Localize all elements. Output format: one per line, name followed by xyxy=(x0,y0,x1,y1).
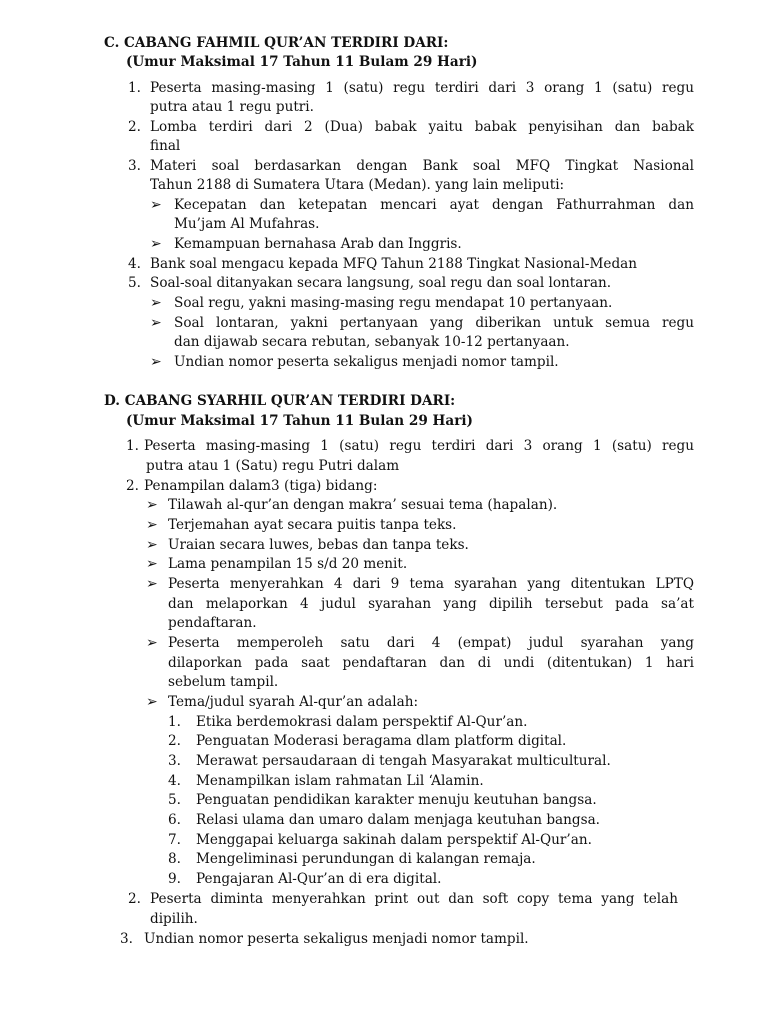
c-item-4-line-1: Bank soal mengacu kepada MFQ Tahun 2188 Tingkat Nasional-Medan xyxy=(150,256,638,272)
theme-8-number: 8. xyxy=(168,851,181,867)
theme-5-number: 5. xyxy=(168,792,181,808)
d-bullet-5-line-1: Peserta menyerahkan 4 dari 9 tema syarahan yang ditentukan LPTQ xyxy=(168,576,694,592)
theme-7-number: 7. xyxy=(168,832,181,848)
bullet-arrow-icon: ➢ xyxy=(150,315,162,331)
d-bullet-1: Tilawah al-qur’an dengan makra’ sesuai tema (hapalan). xyxy=(168,497,558,513)
c-item-5-line-1: Soal-soal ditanyakan secara langsung, soal regu dan soal lontaran. xyxy=(150,275,612,291)
c-item-5-bullet-2-line-2: dan dijawab secara rebutan, sebanyak 10-12 pertanyaan. xyxy=(174,334,570,350)
bullet-arrow-icon: ➢ xyxy=(146,537,158,553)
theme-7-text: Menggapai keluarga sakinah dalam perspektif Al-Qur’an. xyxy=(196,832,592,848)
d-item-2-text: Penampilan dalam3 (tiga) bidang: xyxy=(144,478,378,494)
d-bullet-2: Terjemahan ayat secara puitis tanpa teks. xyxy=(168,517,457,533)
section-d-subheading: (Umur Maksimal 17 Tahun 11 Bulan 29 Hari) xyxy=(126,413,473,429)
c-item-3-number: 3. xyxy=(128,158,141,174)
bullet-arrow-icon: ➢ xyxy=(146,497,158,513)
d-bullet-4: Lama penampilan 15 s/d 20 menit. xyxy=(168,556,408,572)
c-item-1-line-1: Peserta masing-masing 1 (satu) regu terdiri dari 3 orang 1 (satu) regu xyxy=(150,80,694,96)
d-item-1-line-1: Peserta masing-masing 1 (satu) regu terdiri dari 3 orang 1 (satu) regu xyxy=(144,438,694,454)
theme-8-text: Mengeliminasi perundungan di kalangan remaja. xyxy=(196,851,536,867)
c-item-1-line-2: putra atau 1 regu putri. xyxy=(150,99,314,115)
d-item-1-line-2: putra atau 1 (Satu) regu Putri dalam xyxy=(146,458,400,474)
section-c-heading: C. CABANG FAHMIL QUR’AN TERDIRI DARI: xyxy=(104,35,449,51)
d-bullet-6-line-2: dilaporkan pada saat pendaftaran dan di undi (ditentukan) 1 hari xyxy=(168,655,694,671)
theme-3-text: Merawat persaudaraan di tengah Masyarakat multicultural. xyxy=(196,753,611,769)
theme-4-text: Menampilkan islam rahmatan Lil ‘Alamin. xyxy=(196,773,484,789)
bullet-arrow-icon: ➢ xyxy=(150,354,162,370)
d-item-3-line-1: Peserta diminta menyerahkan print out dan soft copy tema yang telah xyxy=(150,891,678,907)
bullet-arrow-icon: ➢ xyxy=(146,556,158,572)
c-item-4-number: 4. xyxy=(128,256,141,272)
d-item-3-number: 2. xyxy=(128,891,141,907)
c-item-5-bullet-3: Undian nomor peserta sekaligus menjadi nomor tampil. xyxy=(174,354,559,370)
bullet-arrow-icon: ➢ xyxy=(150,197,162,213)
bullet-arrow-icon: ➢ xyxy=(146,576,158,592)
d-bullet-7: Tema/judul syarah Al-qur’an adalah: xyxy=(168,694,419,710)
bullet-arrow-icon: ➢ xyxy=(150,295,162,311)
c-item-2-line-1: Lomba terdiri dari 2 (Dua) babak yaitu babak penyisihan dan babak xyxy=(150,119,694,135)
theme-9-number: 9. xyxy=(168,871,181,887)
theme-1-number: 1. xyxy=(168,714,181,730)
d-bullet-5-line-3: pendaftaran. xyxy=(168,615,257,631)
d-bullet-3: Uraian secara luwes, bebas dan tanpa teks. xyxy=(168,537,469,553)
c-item-3-bullet-1-line-1: Kecepatan dan ketepatan mencari ayat dengan Fathurrahman dan xyxy=(174,197,694,213)
c-item-2-number: 2. xyxy=(128,119,141,135)
c-item-3-line-1: Materi soal berdasarkan dengan Bank soal MFQ Tingkat Nasional xyxy=(150,158,694,174)
d-item-4-number: 3. xyxy=(120,931,133,947)
bullet-arrow-icon: ➢ xyxy=(150,236,162,252)
section-d-heading: D. CABANG SYARHIL QUR’AN TERDIRI DARI: xyxy=(104,393,456,409)
bullet-arrow-icon: ➢ xyxy=(146,694,158,710)
theme-2-number: 2. xyxy=(168,733,181,749)
c-item-5-bullet-1: Soal regu, yakni masing-masing regu mendapat 10 pertanyaan. xyxy=(174,295,613,311)
theme-1-text: Etika berdemokrasi dalam perspektif Al-Qur’an. xyxy=(196,714,528,730)
d-item-4-text: Undian nomor peserta sekaligus menjadi nomor tampil. xyxy=(144,931,529,947)
theme-2-text: Penguatan Moderasi beragama dlam platform digital. xyxy=(196,733,567,749)
c-item-2-line-2: final xyxy=(150,138,181,154)
d-item-2-number: 2. xyxy=(126,478,139,494)
theme-6-text: Relasi ulama dan umaro dalam menjaga keutuhan bangsa. xyxy=(196,812,600,828)
c-item-3-bullet-2: Kemampuan bernahasa Arab dan Inggris. xyxy=(174,236,462,252)
d-bullet-6-line-3: sebelum tampil. xyxy=(168,674,279,690)
theme-5-text: Penguatan pendidikan karakter menuju keutuhan bangsa. xyxy=(196,792,597,808)
theme-9-text: Pengajaran Al-Qur’an di era digital. xyxy=(196,871,442,887)
d-item-3-line-2: dipilih. xyxy=(150,911,198,927)
theme-4-number: 4. xyxy=(168,773,181,789)
c-item-5-bullet-2-line-1: Soal lontaran, yakni pertanyaan yang diberikan untuk semua regu xyxy=(174,315,694,331)
c-item-5-number: 5. xyxy=(128,275,141,291)
section-c-subheading: (Umur Maksimal 17 Tahun 11 Bulam 29 Hari) xyxy=(126,54,478,70)
c-item-1-number: 1. xyxy=(128,80,141,96)
theme-6-number: 6. xyxy=(168,812,181,828)
d-item-1-number: 1. xyxy=(126,438,139,454)
d-bullet-6-line-1: Peserta memperoleh satu dari 4 (empat) judul syarahan yang xyxy=(168,635,694,651)
c-item-3-line-2: Tahun 2188 di Sumatera Utara (Medan). yang lain meliputi: xyxy=(150,177,565,193)
bullet-arrow-icon: ➢ xyxy=(146,635,158,651)
c-item-3-bullet-1-line-2: Mu’jam Al Mufahras. xyxy=(174,216,320,232)
d-bullet-5-line-2: dan melaporkan 4 judul syarahan yang dipilih tersebut pada sa’at xyxy=(168,596,694,612)
theme-3-number: 3. xyxy=(168,753,181,769)
bullet-arrow-icon: ➢ xyxy=(146,517,158,533)
